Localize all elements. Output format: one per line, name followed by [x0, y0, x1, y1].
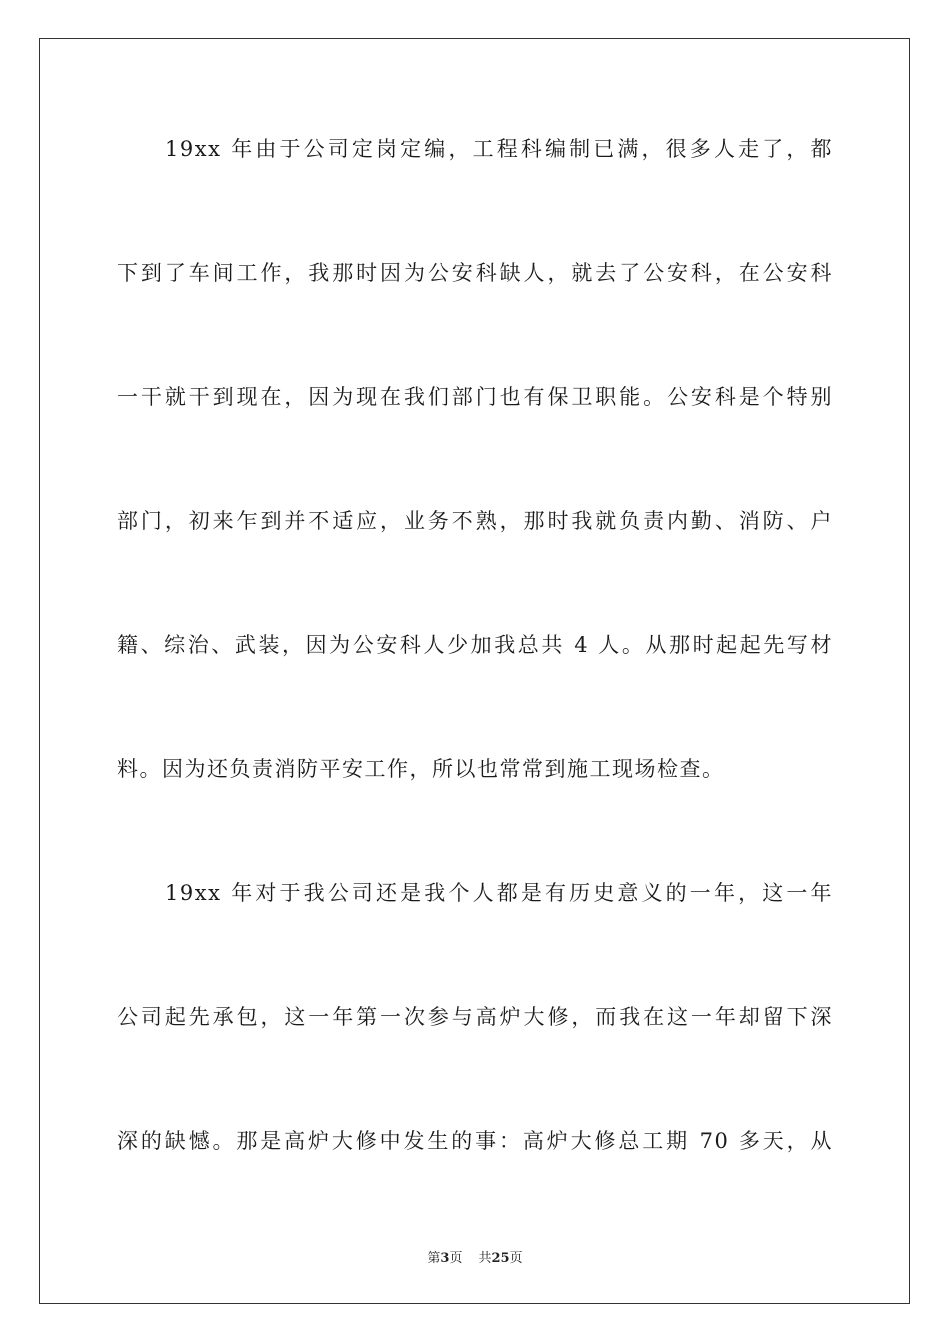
paragraph-1-line-3: 一干就干到现在，因为现在我们部门也有保卫职能。公安科是个特别: [117, 385, 833, 409]
page-unit: 页: [449, 1251, 463, 1266]
paragraph-1-line-6: 料。因为还负责消防平安工作，所以也常常到施工现场检查。: [117, 757, 725, 781]
page-label: 第: [427, 1251, 441, 1266]
page-footer: [0, 1247, 950, 1266]
total-unit: 页: [509, 1251, 523, 1266]
current-page-number: 3: [440, 1251, 450, 1266]
paragraph-2-line-3: 深的缺憾。那是高炉大修中发生的事：高炉大修总工期 70 多天，从: [117, 1129, 833, 1153]
page-border: [39, 38, 910, 1304]
paragraph-2-line-2: 公司起先承包，这一年第一次参与高炉大修，而我在这一年却留下深: [117, 1005, 833, 1029]
total-pages-number: 25: [491, 1251, 510, 1266]
paragraph-1-line-5: 籍、综治、武装，因为公安科人少加我总共 4 人。从那时起起先写材: [117, 633, 833, 657]
paragraph-2-line-1: 19xx 年对于我公司还是我个人都是有历史意义的一年，这一年: [165, 881, 833, 905]
total-label: 共: [478, 1251, 492, 1266]
paragraph-1-line-4: 部门，初来乍到并不适应，业务不熟，那时我就负责内勤、消防、户: [117, 509, 833, 533]
paragraph-1-line-1: 19xx 年由于公司定岗定编，工程科编制已满，很多人走了，都: [165, 137, 833, 161]
paragraph-1-line-2: 下到了车间工作，我那时因为公安科缺人，就去了公安科，在公安科: [117, 261, 833, 285]
